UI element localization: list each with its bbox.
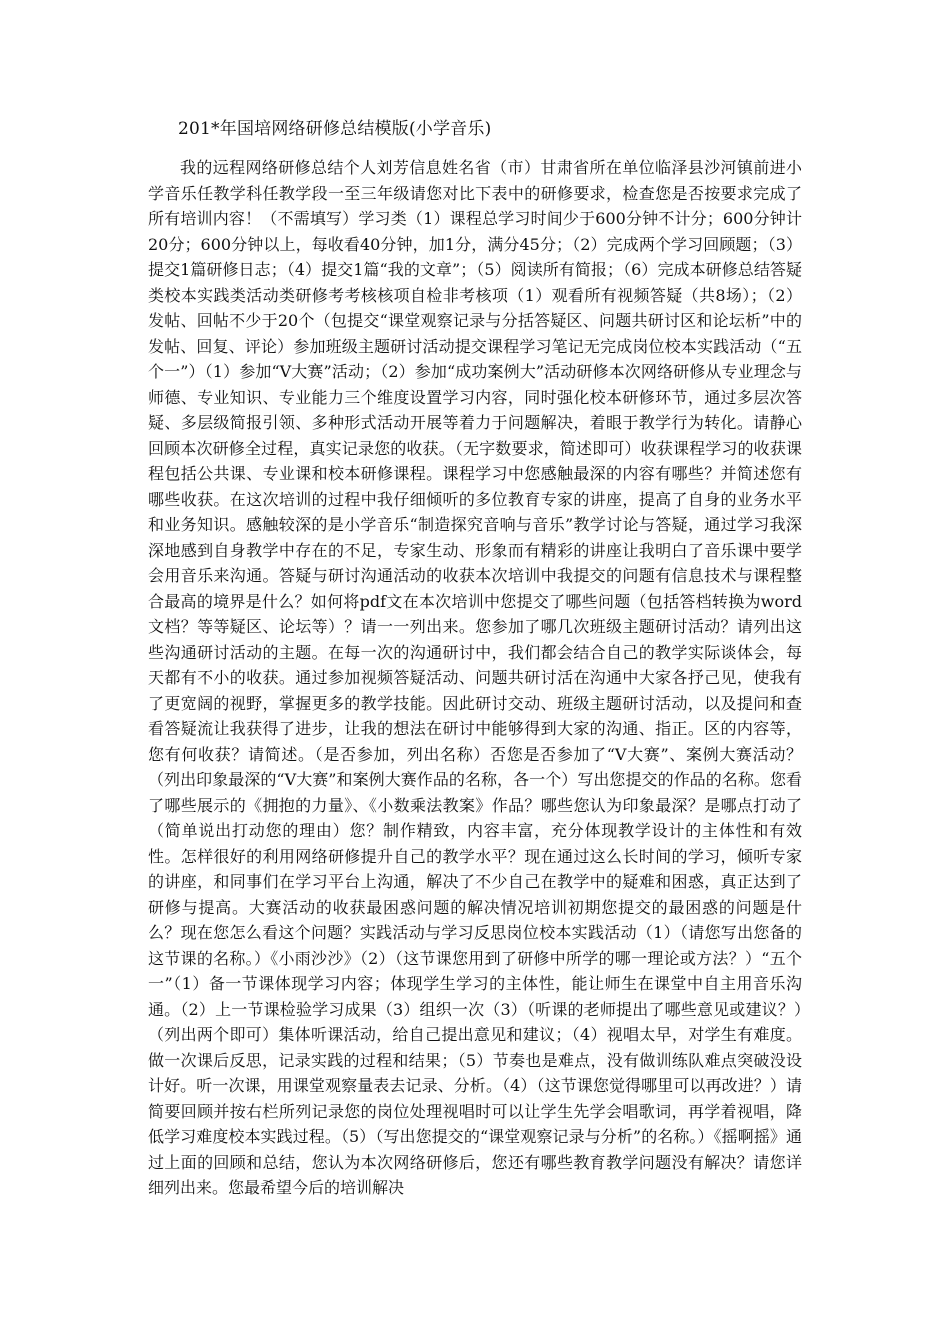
- document-body-paragraph: 我的远程网络研修总结个人刘芳信息姓名省（市）甘肃省所在单位临泽县沙河镇前进小学音乐任教学科任教学段一至三年级请您对比下表中的研修要求，检查您是否按要求完成了所有培训内容！（不需填写）学习类（1）课程总学习时间少于600分钟不计分；600分钟计20分；600分钟以上，每收看40分钟，加1分，满分45分；（2）完成两个学习回顾题；（3）提交1篇研修日志；（4）提交1篇“我的文章”；（5）阅读所有简报；（6）完成本研修总结答疑类校本实践类活动类研修考考核核项自检非考核项（1）观看所有视频答疑（共8场）；（2）发帖、回帖不少于20个（包提交“课堂观察记录与分括答疑区、问题共研讨区和论坛析”中的发帖、回复、评论）参加班级主题研讨活动提交课程学习笔记无完成岗位校本实践活动（“五个一”）（1）参加“V大赛”活动；（2）参加“成功案例大”活动研修本次网络研修从专业理念与师德、专业知识、专业能力三个维度设置学习内容，同时强化校本研修环节，通过多层次答疑、多层级简报引领、多种形式活动开展等着力于问题解决，着眼于教学行为转化。请静心回顾本次研修全过程，真实记录您的收获。（无字数要求，简述即可）收获课程学习的收获课程包括公共课、专业课和校本研修课程。课程学习中您感触最深的内容有哪些？并简述您有哪些收获。在这次培训的过程中我仔细倾听的多位教育专家的讲座，提高了自身的业务水平和业务知识。感触较深的是小学音乐“制造探究音响与音乐”教学讨论与答疑，通过学习我深深地感到自身教学中存在的不足，专家生动、形象而有精彩的讲座让我明白了音乐课中要学会用音乐来沟通。答疑与研讨沟通活动的收获本次培训中我提交的问题有信息技术与课程整合最高的境界是什么？如何将pdf文在本次培训中您提交了哪些问题（包括答档转换为word文档？等等疑区、论坛等）？请一一列出来。您参加了哪几次班级主题研讨活动？请列出这些沟通研讨活动的主题。在每一次的沟通研讨中，我们都会结合自己的教学实际谈体会，每天都有不小的收获。通过参加视频答疑活动、问题共研讨活在沟通中大家各抒己见，使我有了更宽阔的视野，掌握更多的教学技能。因此研讨交动、班级主题研讨活动，以及提问和查看答疑流让我获得了进步，让我的想法在研讨中能够得到大家的沟通、指正。区的内容等，您有何收获？请简述。（是否参加，列出名称）否您是否参加了“V大赛”、案例大赛活动？（列出印象最深的“V大赛”和案例大赛作品的名称，各一个）写出您提交的作品的名称。您看了哪些展示的《拥抱的力量》、《小数乘法教案》作品？哪些您认为印象最深？是哪点打动了（简单说出打动您的理由）您？制作精致，内容丰富，充分体现教学设计的主体性和有效性。怎样很好的利用网络研修提升自己的教学水平？现在通过这么长时间的学习，倾听专家的讲座，和同事们在学习平台上沟通，解决了不少自己在教学中的疑难和困惑，真正达到了研修与提高。大赛活动的收获最困惑问题的解决情况培训初期您提交的最困惑的问题是什么？现在您怎么看这个问题？实践活动与学习反思岗位校本实践活动（1）（请您写出您备的这节课的名称。）《小雨沙沙》（2）（这节课您用到了研修中所学的哪一理论或方法？）“五个一”（1）备一节课体现学习内容；体现学生学习的主体性，能让师生在课堂中自主用音乐沟通。（2）上一节课检验学习成果（3）组织一次（3）（听课的老师提出了哪些意见或建议？）（列出两个即可）集体听课活动，给自己提出意见和建议；（4）视唱太早，对学生有难度。做一次课后反思，记录实践的过程和结果；（5）节奏也是难点，没有做训练队难点突破没设计好。听一次课，用课堂观察量表去记录、分析。（4）（这节课您觉得哪里可以再改进？）请简要回顾并按右栏所列记录您的岗位处理视唱时可以让学生先学会唱歌词，再学着视唱，降低学习难度校本实践过程。（5）（写出您提交的“课堂观察记录与分析”的名称。）《摇啊摇》通过上面的回顾和总结，您认为本次网络研修后，您还有哪些教育教学问题没有解决？请您详细列出来。您最希望今后的培训解决: [148, 158, 802, 1197]
- document-title: 201*年国培网络研修总结模版(小学音乐): [178, 119, 492, 139]
